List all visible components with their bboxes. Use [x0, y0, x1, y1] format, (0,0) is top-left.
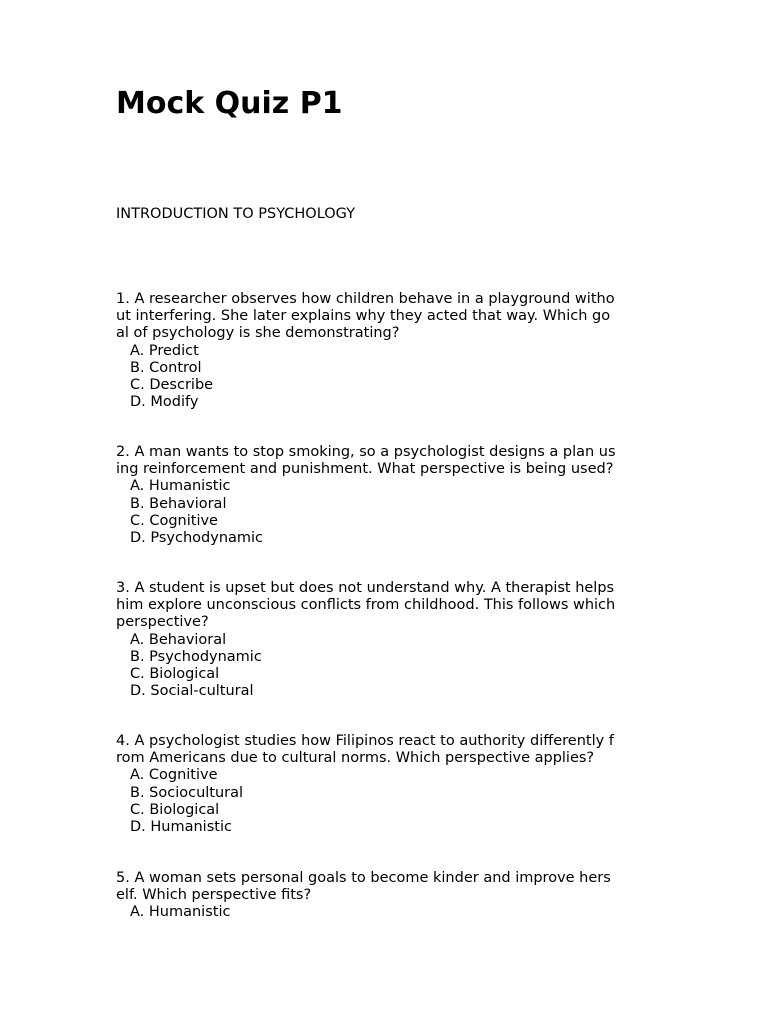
question-4-option-a: A. Cognitive	[130, 767, 218, 784]
question-2-text-line: ing reinforcement and punishment. What perspective is being used?	[116, 461, 614, 478]
question-5-option-a: A. Humanistic	[130, 904, 231, 921]
question-3-text-line: 3. A student is upset but does not understand why. A therapist helps	[116, 580, 615, 596]
question-2-option-c: C. Cognitive	[130, 512, 218, 529]
course-heading: INTRODUCTION TO PSYCHOLOGY	[116, 206, 356, 222]
question-4-text-line: rom Americans due to cultural norms. Which perspective applies?	[116, 750, 595, 767]
question-4-text-line: 4. A psychologist studies how Filipinos react to authority differently f	[116, 733, 614, 749]
question-3-option-c: C. Biological	[130, 666, 220, 683]
question-1-option-b: B. Control	[130, 359, 202, 376]
question-4	[116, 733, 656, 836]
question-2	[116, 444, 656, 547]
question-1-option-a: A. Predict	[130, 342, 199, 359]
question-3-option-a: A. Behavioral	[130, 631, 227, 648]
question-4-option-c: C. Biological	[130, 801, 220, 818]
question-1-text-line: al of psychology is she demonstrating?	[116, 325, 400, 342]
question-1-text-line: ut interfering. She later explains why they acted that way. Which go	[116, 308, 611, 325]
question-3-option-d: D. Social-cultural	[130, 683, 254, 700]
question-3-text-line: perspective?	[116, 614, 209, 631]
question-5-text-line: 5. A woman sets personal goals to become kinder and improve hers	[116, 870, 611, 886]
question-2-option-a: A. Humanistic	[130, 478, 231, 495]
question-1-option-c: C. Describe	[130, 377, 214, 394]
page-title: Mock Quiz P1	[116, 86, 343, 121]
question-2-option-b: B. Behavioral	[130, 495, 227, 512]
question-4-option-b: B. Sociocultural	[130, 784, 244, 801]
question-5-text-line: elf. Which perspective fits?	[116, 887, 312, 904]
question-5	[116, 870, 656, 922]
question-3-text-line: him explore unconscious conflicts from childhood. This follows which	[116, 597, 616, 614]
question-1-option-d: D. Modify	[130, 394, 199, 411]
question-3-option-b: B. Psychodynamic	[130, 648, 262, 665]
question-2-option-d: D. Psychodynamic	[130, 530, 264, 547]
question-3	[116, 580, 656, 700]
question-1-text-line: 1. A researcher observes how children behave in a playground witho	[116, 291, 615, 307]
question-1	[116, 291, 656, 411]
question-4-option-d: D. Humanistic	[130, 819, 232, 836]
question-2-text-line: 2. A man wants to stop smoking, so a psychologist designs a plan us	[116, 444, 616, 460]
